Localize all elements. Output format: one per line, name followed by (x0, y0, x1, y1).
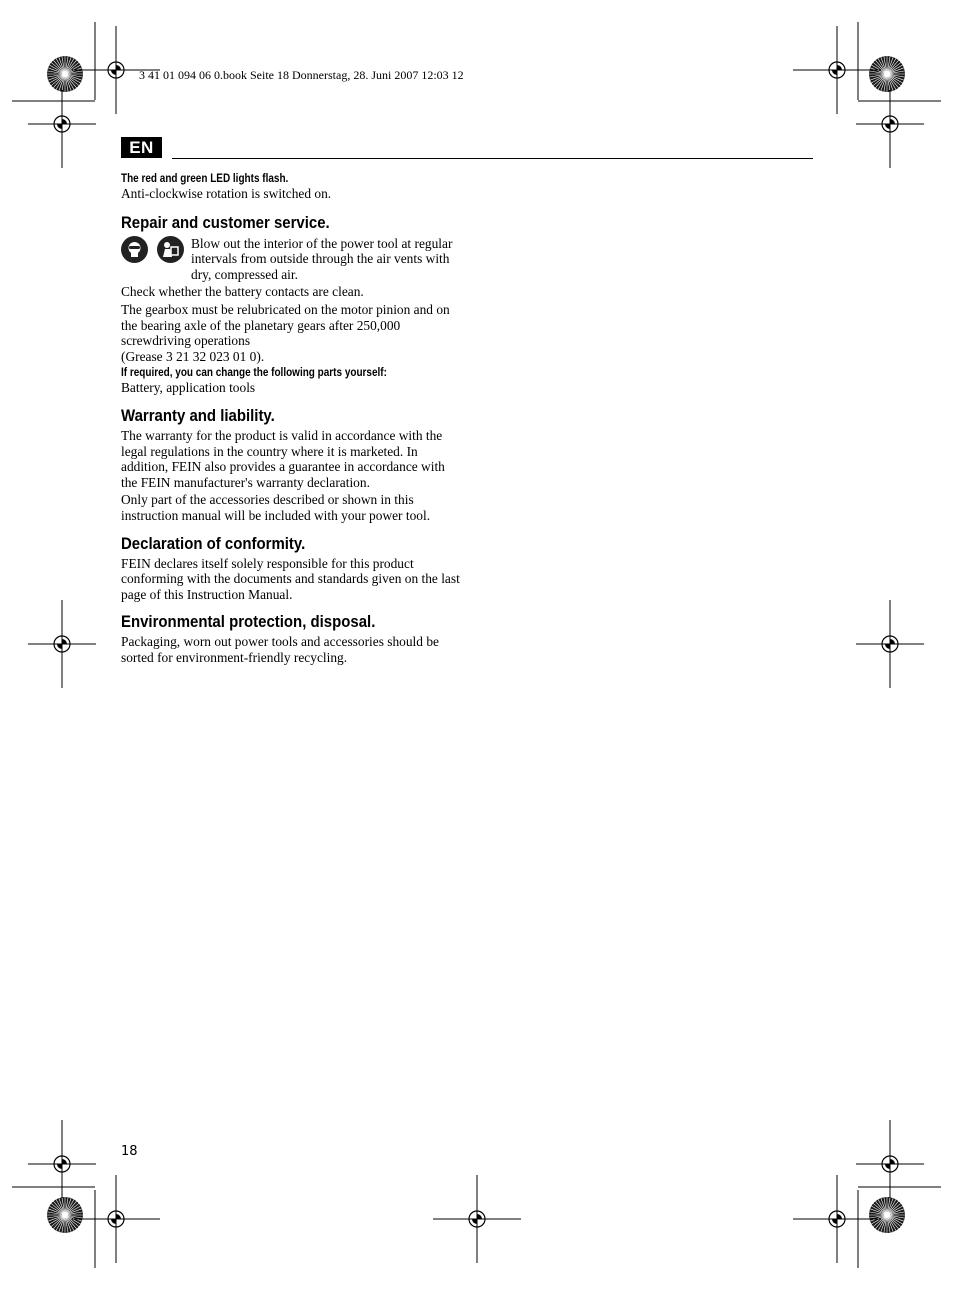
repair-title: Repair and customer service. (121, 212, 330, 232)
led-text: Anti-clockwise rotation is switched on. (121, 186, 332, 201)
page-content (121, 172, 461, 667)
registration-crosshair (28, 90, 96, 158)
blow-out-instruction (121, 236, 461, 283)
led-heading: The red and green LED lights flash. (121, 172, 289, 185)
header-rule (172, 158, 813, 159)
registration-crosshair (793, 1175, 881, 1263)
parts-text: Battery, application tools (121, 380, 256, 396)
book-file-info: 3 41 01 094 06 0.book Seite 18 Donnerstag, 28. Juni 2007 12:03 12 (139, 68, 464, 82)
language-badge: EN (121, 137, 162, 158)
registration-crosshair (28, 610, 96, 678)
registration-crosshair (28, 1130, 96, 1198)
registration-starburst-top-left (47, 56, 83, 92)
gearbox-text: The gearbox must be relubricated on the motor pinion and on the bearing axle of the planetary gears after 250,000 screwdriving operations (121, 301, 450, 349)
page-number: 18 (121, 1144, 138, 1159)
warranty-title: Warranty and liability. (121, 405, 275, 425)
blow-out-text: Blow out the interior of the power tool at regular intervals from outside through the air vents with dry, compressed air. (191, 235, 453, 282)
environment-title: Environmental protection, disposal. (121, 612, 376, 632)
conformity-title: Declaration of conformity. (121, 533, 306, 553)
registration-crosshair (856, 1130, 924, 1198)
registration-crosshair (433, 1175, 521, 1263)
conformity-paragraph: FEIN declares itself solely responsible for this product conforming with the documents and standards given on the last page of this Instruction Manual. (121, 555, 460, 602)
registration-starburst-bottom-left (47, 1197, 83, 1233)
registration-crosshair (856, 90, 924, 158)
registration-starburst-top-right (869, 56, 905, 92)
environment-paragraph: Packaging, worn out power tools and accessories should be sorted for environment-friendly recycling. (121, 634, 439, 665)
registration-crosshair (72, 1175, 160, 1263)
registration-crosshair (856, 610, 924, 678)
safety-goggles-icon (121, 236, 148, 263)
warranty-paragraph-1: The warranty for the product is valid in accordance with the legal regulations in the country where it is marketed. In addition, FEIN also provides a guarantee in accordance with the FEIN manufacturer's warranty declaration. (121, 427, 445, 490)
parts-heading: If required, you can change the following parts yourself: (121, 366, 387, 380)
warranty-paragraph-2: Only part of the accessories described or shown in this instruction manual will be included with your power tool. (121, 492, 431, 523)
grease-spec: (Grease 3 21 32 023 01 0). (121, 348, 265, 364)
battery-contacts-text: Check whether the battery contacts are clean. (121, 284, 364, 300)
read-manual-icon (157, 236, 184, 263)
registration-starburst-bottom-right (869, 1197, 905, 1233)
